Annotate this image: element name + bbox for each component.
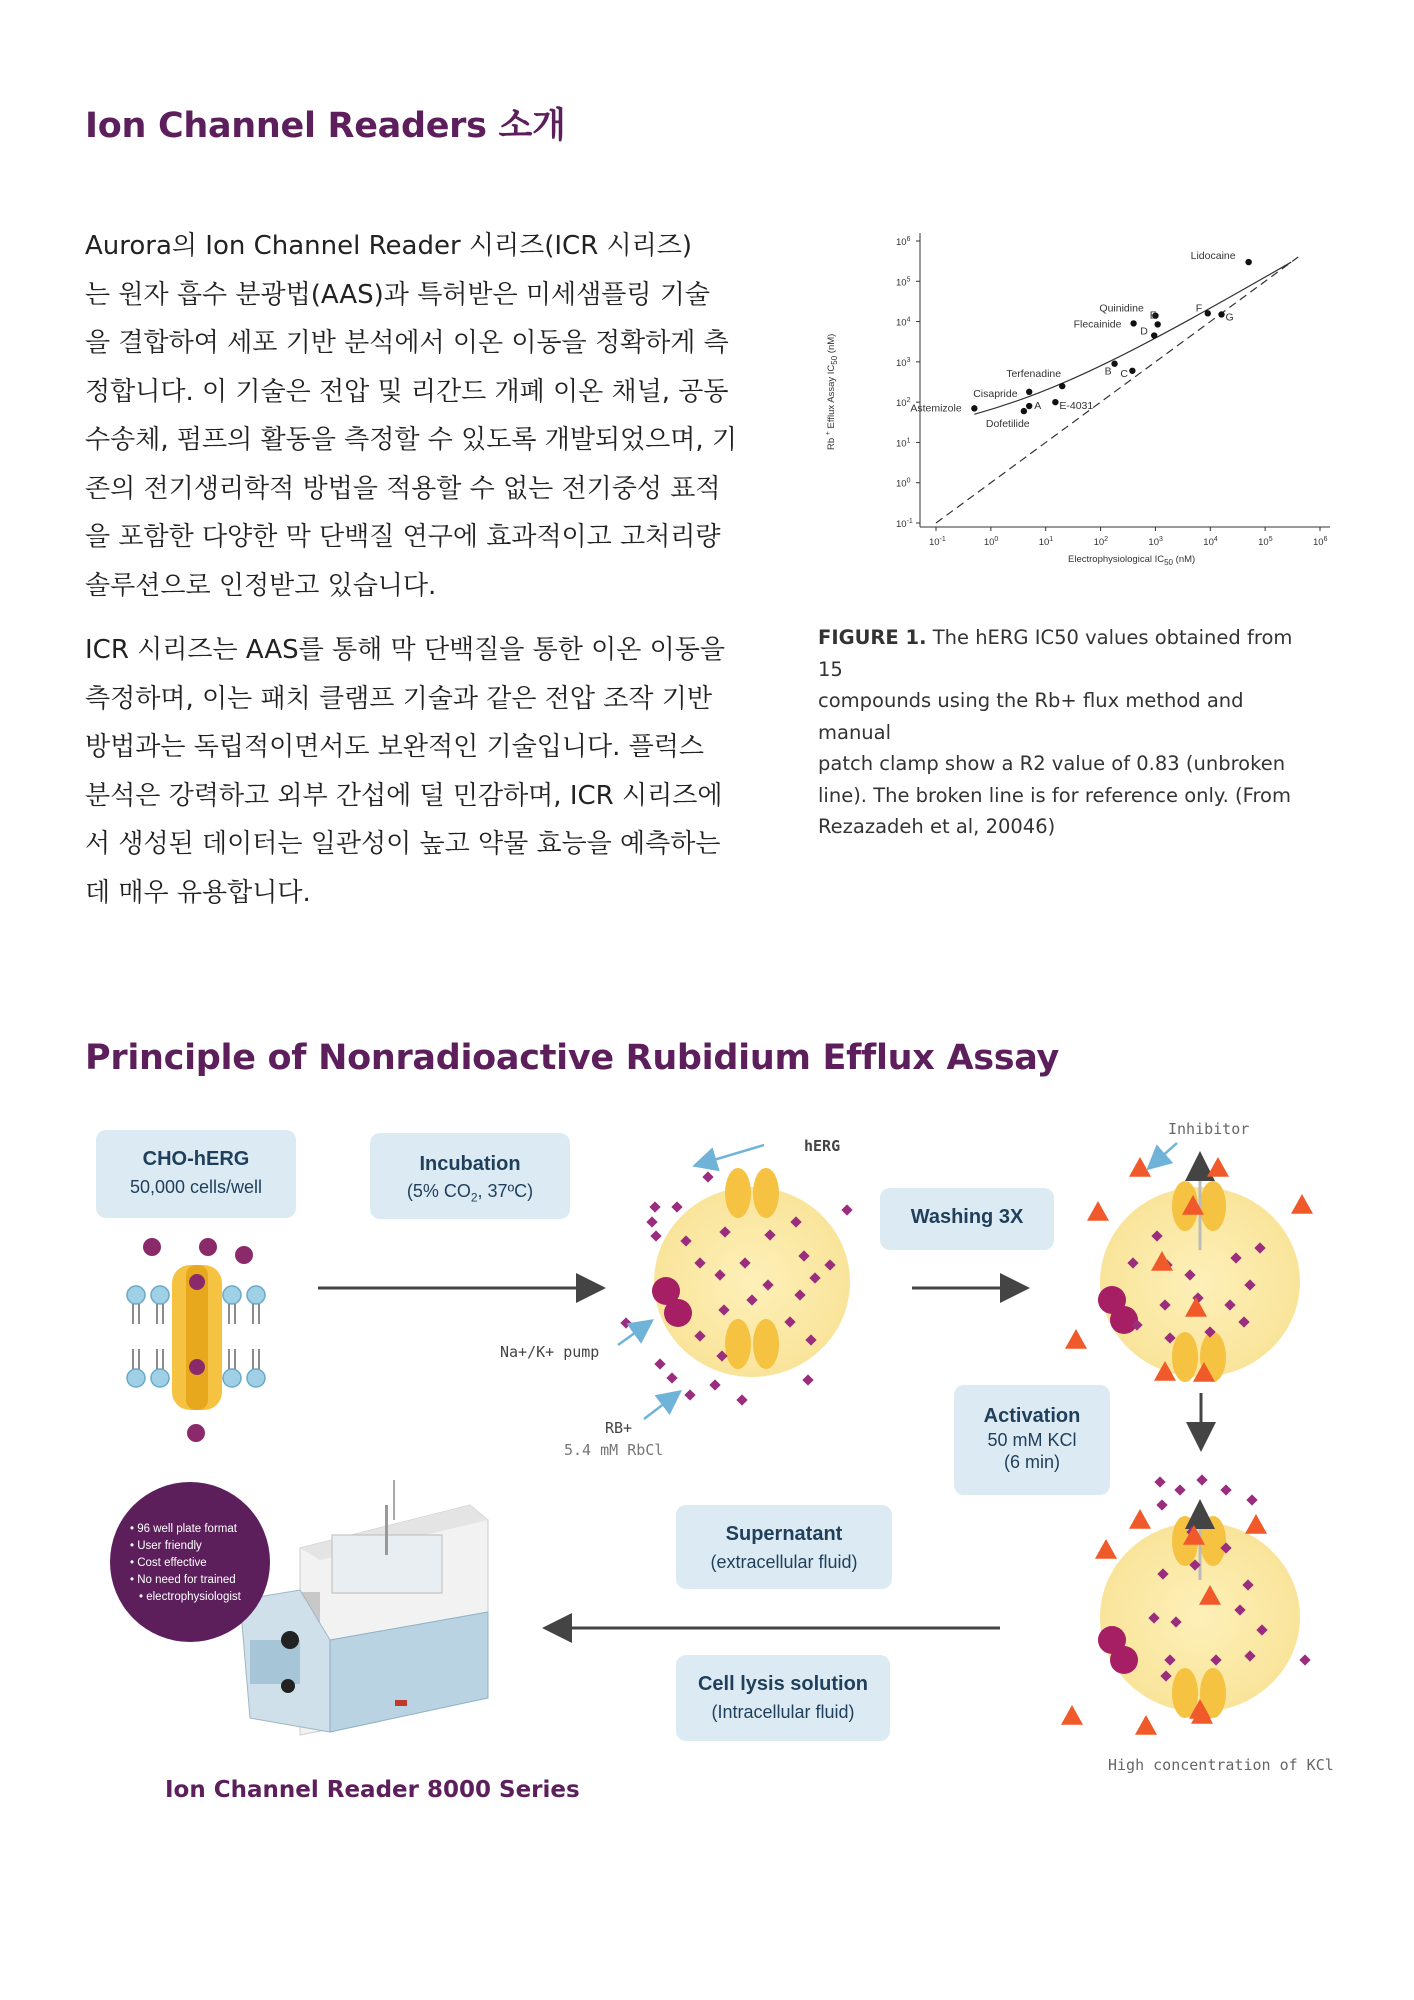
activation-concentration: 50 mM KCl: [987, 1430, 1077, 1450]
ion-particle: [709, 1379, 720, 1390]
data-label: D: [1140, 325, 1148, 338]
text-line: 정합니다. 이 기술은 전압 및 리간드 개폐 이온 채널, 공동: [85, 376, 729, 407]
data-label: Dofetilide: [985, 418, 1030, 431]
x-axis-title: Electrophysiological $IC_{50}$ (nM): [1068, 554, 1196, 567]
ion-particle: [671, 1201, 682, 1212]
inhibitor-triangle: [1129, 1157, 1151, 1177]
activation-time: (6 min): [1003, 1452, 1060, 1472]
text-line: 측정하며, 이는 패치 클램프 기술과 같은 전압 조작 기반: [85, 683, 712, 714]
incubation-sub-text: (5% CO: [406, 1181, 471, 1201]
text-line: 을 결합하여 세포 기반 분석에서 이온 이동을 정확하게 측: [85, 328, 729, 358]
intro-paragraph-1: [85, 222, 755, 610]
incubation-sub-end: , 37ºC): [477, 1181, 534, 1201]
activation-title: Activation: [983, 1405, 1081, 1427]
text-line: 을 포함한 다양한 막 단백질 연구에 효과적이고 고처리량: [85, 522, 721, 552]
supernatant-box: [676, 1505, 892, 1589]
cho-herg-title: CHO-hERG: [142, 1148, 250, 1170]
caption-line: line). The broken line is for reference only. (From: [818, 783, 1291, 807]
incubation-title: Incubation: [419, 1153, 521, 1175]
text-line: 존의 전기생리학적 방법을 적용할 수 없는 전기중성 표적: [85, 473, 721, 504]
y-tick-label: $10^4$: [896, 316, 911, 329]
data-label: Lidocaine: [1190, 250, 1236, 263]
y-tick-label: $10^{-1}$: [896, 518, 913, 530]
ion-particle: [841, 1204, 852, 1215]
incubation-subtitle: [370, 1181, 570, 1205]
data-label: Flecainide: [1073, 318, 1122, 331]
y-tick-label: $10^5$: [896, 276, 911, 289]
x-tick-label: $10^3$: [1148, 536, 1163, 548]
text-line: 데 매우 유용합니다.: [85, 877, 311, 908]
ion-particle: [702, 1171, 713, 1182]
y-tick-label: $10^1$: [896, 437, 911, 450]
feature-item: • Cost effective: [130, 1555, 241, 1572]
feature-item: • 96 well plate format: [130, 1521, 241, 1538]
ion-particle: [620, 1317, 631, 1328]
data-label: A: [1034, 400, 1042, 413]
data-label: C: [1120, 367, 1128, 380]
cho-herg-box: [96, 1130, 296, 1218]
membrane-channel-icon: [127, 1238, 265, 1442]
lysis-subtitle: (Intracellular fluid): [711, 1702, 855, 1722]
caption-line: Rezazadeh et al, 20046): [818, 815, 1056, 838]
fit-line: [974, 262, 1291, 414]
text-line: 분석은 강력하고 외부 간섭에 덜 민감하며, ICR 시리즈에: [85, 780, 723, 811]
ion-particle: [1174, 1484, 1185, 1495]
text-line: 방법과는 독립적이면서도 보완적인 기술입니다. 플럭스: [85, 732, 704, 762]
ion-particle: [684, 1389, 695, 1400]
ion-particle: [1196, 1474, 1207, 1485]
data-point: [1151, 332, 1157, 338]
ion-particle: [654, 1358, 665, 1369]
data-label: E-4031: [1059, 400, 1094, 413]
y-tick-label: $10^0$: [896, 477, 911, 490]
incubation-sub-subscript: 2: [470, 1190, 478, 1205]
x-tick-label: $10^4$: [1203, 536, 1218, 548]
cell-inhibitor-icon: [1065, 1157, 1313, 1382]
lysis-box: [676, 1655, 890, 1741]
cell-loading-icon: [620, 1168, 852, 1406]
x-tick-label: $10^2$: [1093, 536, 1109, 548]
figure-caption-label: FIGURE 1.: [818, 626, 927, 649]
ion-particle: [1246, 1494, 1257, 1505]
data-point: [1021, 408, 1027, 414]
inhibitor-triangle: [1135, 1715, 1157, 1735]
ion-particle: [1154, 1476, 1165, 1487]
text-line: Aurora의 Ion Channel Reader 시리즈(ICR 시리즈): [85, 231, 693, 261]
data-label: Astemizole: [910, 402, 962, 415]
text-line: ICR 시리즈는 AAS를 통해 막 단백질을 통한 이온 이동을: [85, 635, 726, 665]
ion-particle: [1220, 1484, 1231, 1495]
intro-paragraph-2: [85, 626, 755, 917]
data-label: G: [1225, 311, 1234, 324]
feature-item: • User friendly: [130, 1538, 241, 1555]
data-label: Cisapride: [973, 387, 1018, 400]
inhibitor-triangle: [1061, 1705, 1083, 1725]
y-axis-title: Rb + Efflux Assay $IC_{50}$ (nM): [825, 333, 839, 450]
x-tick-label: $10^5$: [1258, 536, 1273, 548]
washing-label: Washing 3X: [910, 1206, 1024, 1228]
inhibitor-triangle: [1095, 1539, 1117, 1559]
y-tick-label: $10^6$: [896, 236, 911, 248]
x-tick-label: $10^6$: [1313, 536, 1328, 548]
data-label: B: [1104, 365, 1112, 378]
caption-line: compounds using the Rb+ flux method and manual: [818, 689, 1244, 744]
figure-caption: [818, 622, 1318, 843]
data-label: E: [1149, 309, 1157, 322]
data-point: [1218, 311, 1224, 317]
section-title-principle: Principle of Nonradioactive Rubidium Efflux Assay: [85, 1038, 1060, 1078]
section-title-intro: Ion Channel Readers 소개: [85, 106, 566, 146]
inhibitor-triangle: [1065, 1329, 1087, 1349]
data-point: [1205, 310, 1211, 316]
data-point: [1026, 403, 1032, 409]
x-tick-label: $10^1$: [1038, 536, 1054, 548]
ion-channel-reader-instrument: [240, 1480, 488, 1735]
data-label: Quinidine: [1099, 302, 1144, 315]
text-line: 는 원자 흡수 분광법(AAS)과 특허받은 미세샘플링 기술: [85, 279, 710, 310]
cell-activated-icon: [1061, 1474, 1311, 1734]
inhibitor-label: Inhibitor: [1168, 1120, 1250, 1138]
pump-label: Na+/K+ pump: [500, 1343, 600, 1361]
kcl-label: High concentration of KCl: [1108, 1756, 1334, 1774]
y-tick-label: $10^3$: [896, 356, 911, 369]
y-tick-label: $10^2$: [896, 397, 911, 410]
text-line: 솔루션으로 인정받고 있습니다.: [85, 570, 437, 601]
data-point: [1130, 320, 1136, 326]
inhibitor-triangle: [1207, 1157, 1229, 1177]
data-point: [971, 405, 977, 411]
x-tick-label: $10^{-1}$: [929, 536, 946, 548]
inhibitor-triangle: [1291, 1194, 1313, 1214]
ion-particle: [1299, 1654, 1310, 1665]
ion-particle: [666, 1372, 677, 1383]
chart-marks: [910, 250, 1298, 523]
caption-line: patch clamp show a R2 value of 0.83 (unbroken: [818, 752, 1286, 775]
ion-particle: [1156, 1499, 1167, 1510]
data-label: Terfenadine: [1006, 368, 1062, 381]
ion-particle: [649, 1201, 660, 1212]
text-line: 수송체, 펌프의 활동을 측정할 수 있도록 개발되었으며, 기: [85, 425, 738, 455]
feature-item: • electrophysiologist: [130, 1589, 241, 1606]
data-point: [1059, 383, 1065, 389]
data-point: [1129, 368, 1135, 374]
lysis-title: Cell lysis solution: [697, 1673, 869, 1695]
ion-particle: [802, 1374, 813, 1385]
data-point: [1111, 361, 1117, 367]
activation-box: [954, 1385, 1110, 1495]
inhibitor-triangle: [1087, 1201, 1109, 1221]
ion-particle: [650, 1230, 661, 1241]
caption-line: The hERG IC50 values obtained from 15: [818, 626, 1293, 681]
data-point: [1154, 321, 1160, 327]
rbcl-label: 5.4 mM RbCl: [564, 1441, 664, 1459]
ion-particle: [646, 1216, 657, 1227]
features-badge: [110, 1482, 270, 1642]
feature-item: • No need for trained: [130, 1572, 241, 1589]
supernatant-subtitle: (extracellular fluid): [710, 1552, 858, 1572]
x-tick-label: $10^0$: [983, 536, 999, 548]
cho-herg-subtitle: 50,000 cells/well: [129, 1177, 263, 1197]
herg-label: hERG: [804, 1137, 841, 1155]
incubation-box: [370, 1133, 570, 1219]
data-label: F: [1195, 302, 1203, 315]
inhibitor-triangle: [1129, 1509, 1151, 1529]
data-point: [1245, 259, 1251, 265]
rb-label: RB+: [605, 1419, 633, 1437]
text-line: 서 생성된 데이터는 일관성이 높고 약물 효능을 예측하는: [85, 829, 721, 859]
washing-box: [880, 1188, 1054, 1250]
data-point: [1052, 399, 1058, 405]
herg-ic50-chart: [818, 225, 1348, 570]
product-name: Ion Channel Reader 8000 Series: [165, 1777, 580, 1803]
inhibitor-triangle: [1245, 1514, 1267, 1534]
data-point: [1026, 389, 1032, 395]
ion-particle: [736, 1394, 747, 1405]
supernatant-title: Supernatant: [725, 1523, 843, 1545]
